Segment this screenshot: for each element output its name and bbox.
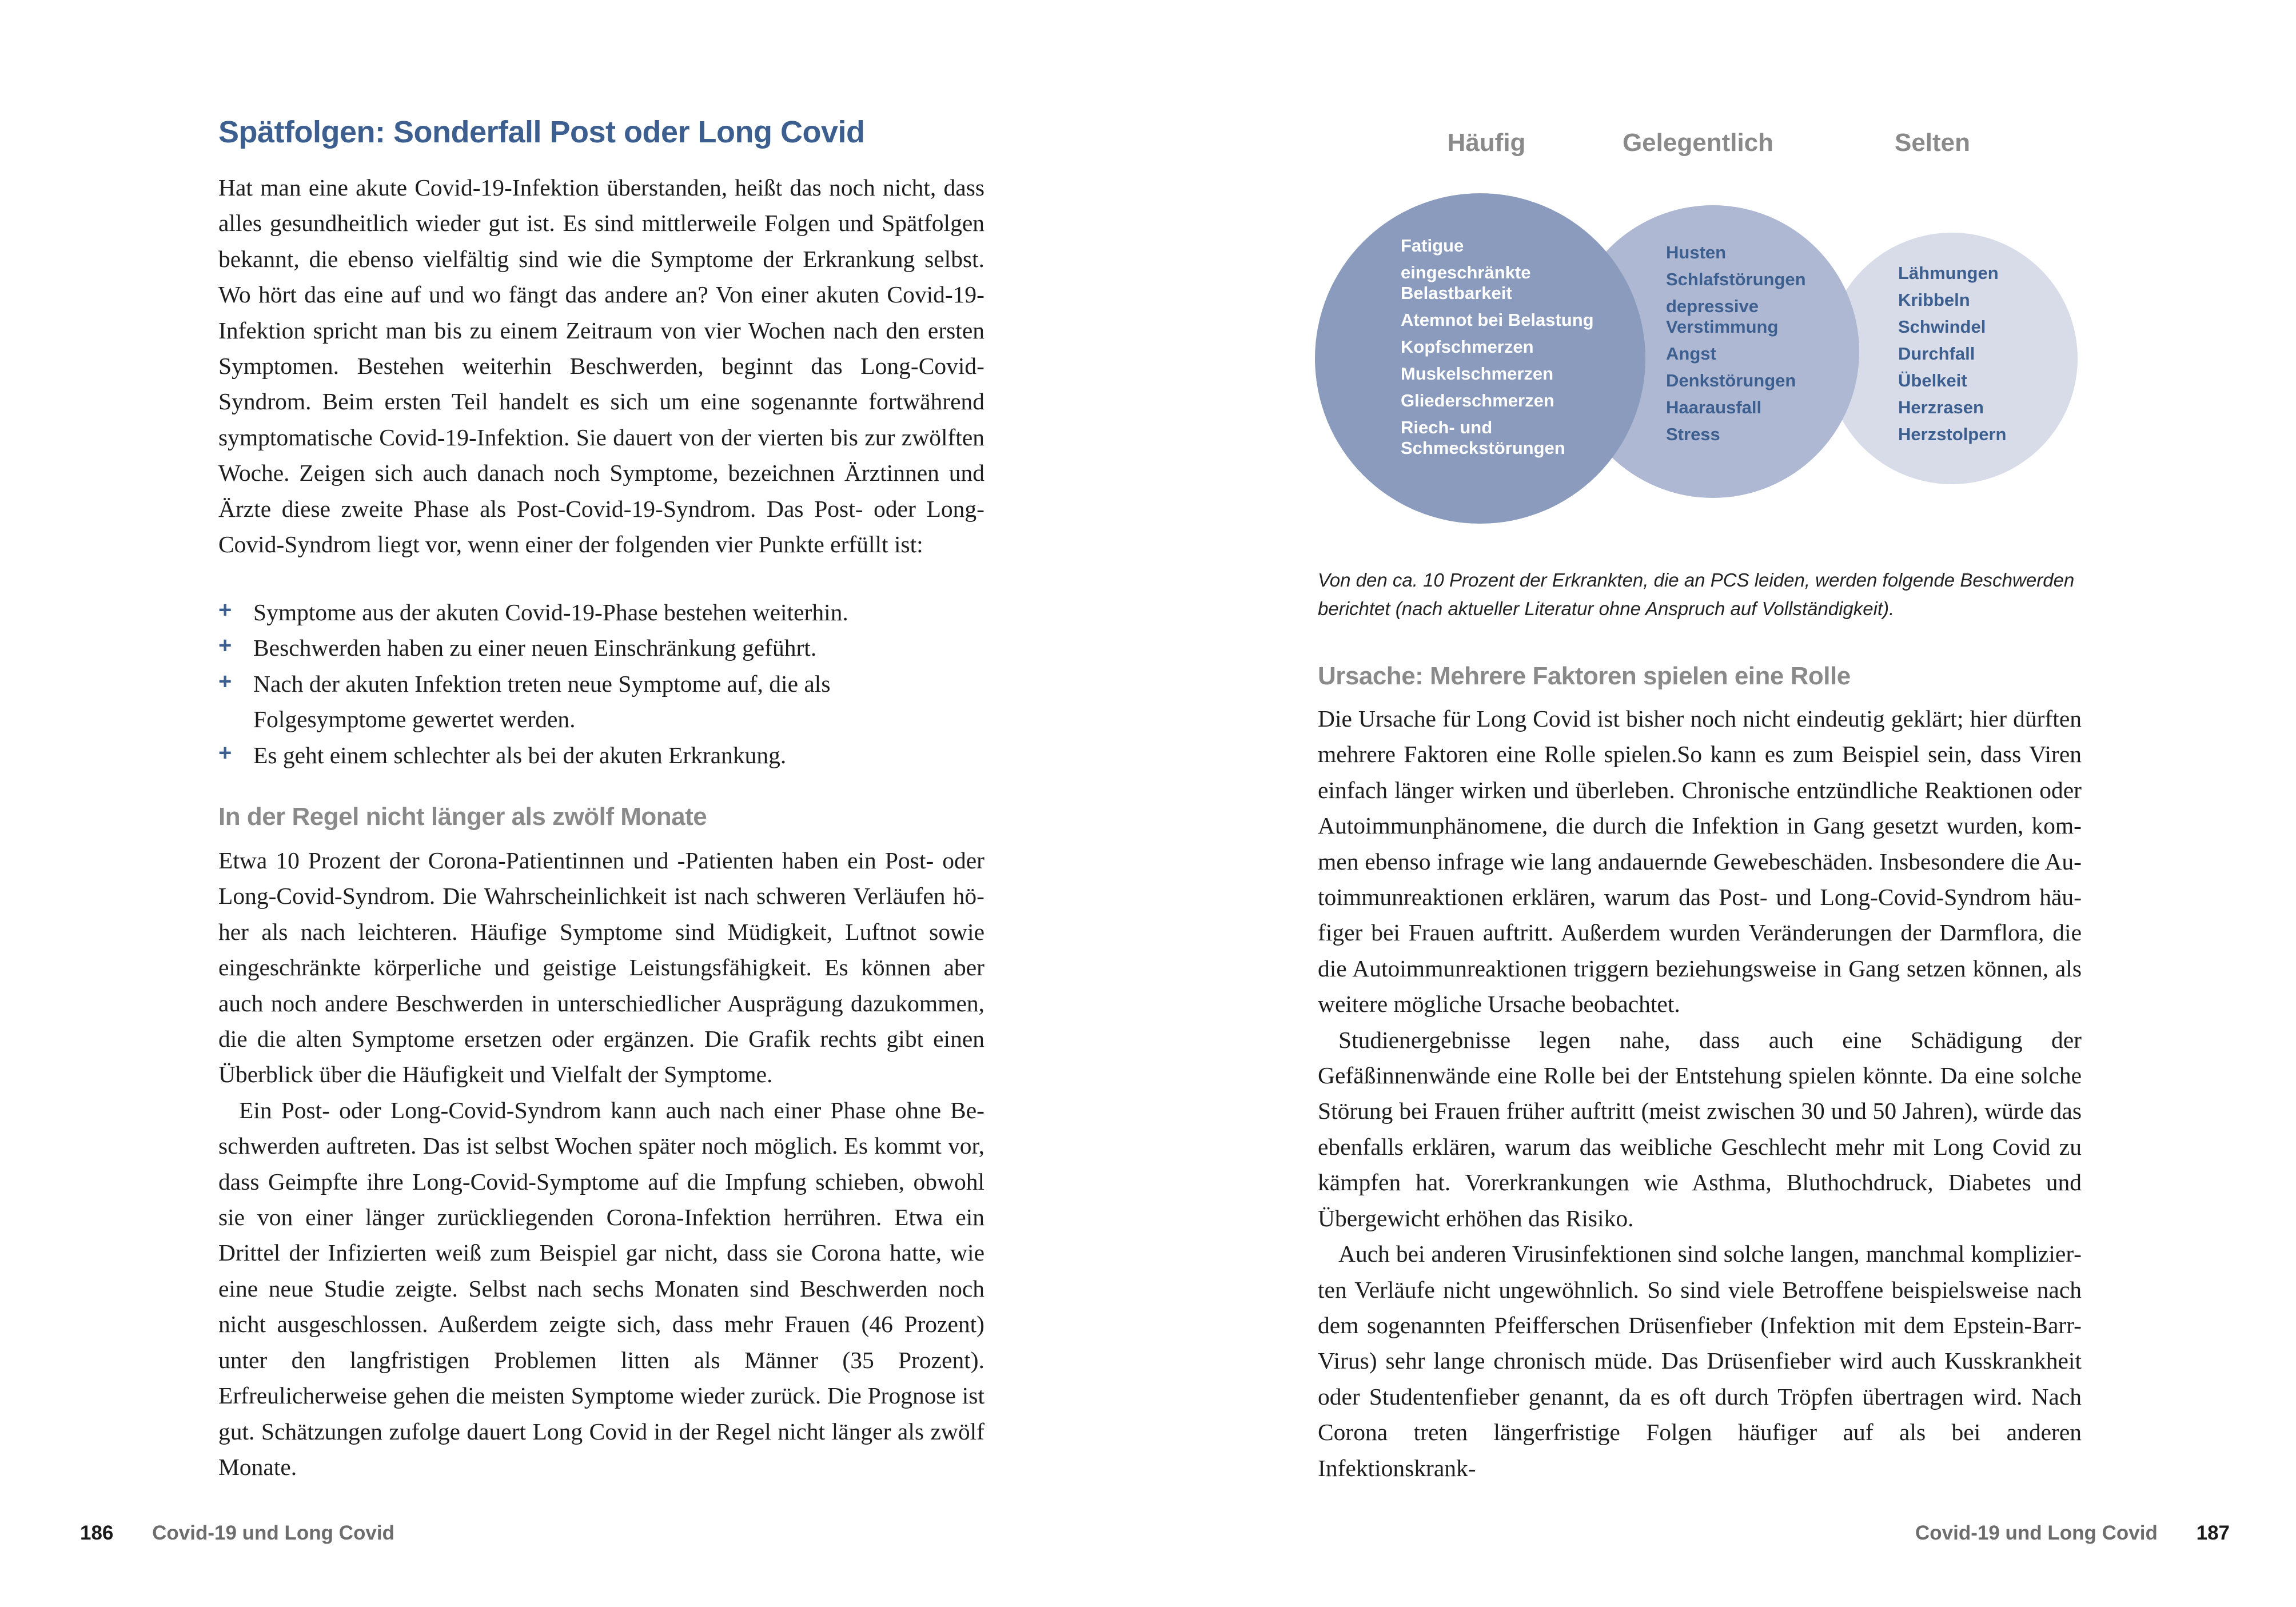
criteria-item: + Nach der akuten Infektion treten neue Symptome auf, die als Folgesymptome gewertet werden. xyxy=(218,666,984,737)
column-heading-occasional: Gelegentlich xyxy=(1622,129,1774,157)
symptom-item: Atemnot bei Belastung xyxy=(1401,310,1594,330)
symptom-item: Muskelschmerzen xyxy=(1401,364,1554,384)
symptom-item: Fatigue xyxy=(1401,236,1464,256)
section-subheading: Ursache: Mehrere Faktoren spielen eine Rolle xyxy=(1318,662,1851,690)
plus-icon: + xyxy=(218,597,232,623)
symptom-item: Kribbeln xyxy=(1898,290,1970,310)
symptom-item: Haarausfall xyxy=(1666,397,1762,417)
section-subheading: In der Regel nicht länger als zwölf Monate xyxy=(218,803,707,831)
body-paragraph: Die Ursache für Long Covid ist bisher noch nicht eindeutig geklärt; hier dürften mehrere Faktoren eine Rolle spielen.So kann es zum Beispiel sein, dass Viren einfach länger wirken und überleben. Chronische entzündliche Reaktionen oder Autoimmunphänomene, die durch die Infektion in Gang gesetzt wurden, kommen ebenso infrage wie lang andauernde Gewebeschäden. Insbesondere die Autoimmunreaktionen erklären, warum das Post- und Long-Covid-Syndrom häufiger bei Frauen auftritt. Außerdem wurden Veränderungen der Darmflora, die die Autoimmunreaktionen triggern beziehungsweise in Gang setzen können, als weitere mögliche Ursache beobachtet. Studienergebnisse legen nahe, dass auch eine Schädigung der Gefäßinnenwände eine Rolle bei der Entstehung spielen könnte. Da eine solche Störung bei Frauen früher auftritt (meist zwischen 30 und 50 Jahren), würde das ebenfalls erklären, warum das weibliche Geschlecht mehr mit Long Covid zu kämpfen hat. Vorerkrankungen wie Asthma, Bluthochdruck, Diabetes und Übergewicht erhöhen das Risiko. Auch bei anderen Virusinfektionen sind solche langen, manchmal komplizierten Verläufe nicht ungewöhnlich. So sind viele Betroffene beispielsweise nach dem sogenannten Pfeifferschen Drüsenfieber (Infektion mit dem Epstein-Barr-Virus) sehr lange chronisch müde. Das Drüsenfieber wird auch Kusskrankheit oder Studentenfieber genannt, da es oft durch Tröpfen übertragen wird. Nach Corona treten längerfristige Folgen häufiger auf als bei anderen Infektionskrank- xyxy=(1318,705,2082,1481)
diagram-caption: Von den ca. 10 Prozent der Erkrankten, die an PCS leiden, werden folgende Beschwerden berichtet (nach aktueller Literatur ohne Anspruch auf Vollständigkeit). xyxy=(1318,569,2075,619)
column-heading-frequent: Häufig xyxy=(1447,129,1526,157)
symptom-item: Stress xyxy=(1666,424,1720,444)
rare-symptom-list xyxy=(1898,263,2047,451)
symptom-item: Kopfschmerzen xyxy=(1401,337,1534,357)
body-paragraph: Etwa 10 Prozent der Corona-Patientinnen und -Patienten haben ein Post- oder Long-Covid-Syndrom. Die Wahrscheinlichkeit ist nach schweren Verläufen höher als nach leichteren. Häufige Symptome sind Müdigkeit, Luftnot sowie eingeschränkte körperliche und geistige Leistungsfähigkeit. Es können aber auch noch andere Beschwerden in unterschiedlicher Ausprägung dazukommen, die die alten Symptome ersetzen oder ergänzen. Die Grafik rechts gibt einen Überblick über die Häufigkeit und Vielfalt der Symptome. Ein Post- oder Long-Covid-Syndrom kann auch nach einer Phase ohne Beschwerden auftreten. Das ist selbst Wochen später noch möglich. Es kommt vor, dass Geimpfte ihre Long-Covid-Symptome auf die Impfung schieben, obwohl sie von einer länger zurückliegenden Corona-Infektion herrühren. Etwa ein Drittel der Infizierten weiß zum Beispiel gar nicht, dass sie Corona hatte, wie eine neue Studie zeigte. Selbst nach sechs Monaten sind Beschwerden noch nicht ausgeschlossen. Außerdem zeigte sich, dass mehr Frauen (46 Prozent) unter den langfristigen Problemen litten als Männer (35 Prozent). Erfreulicherweise gehen die meisten Symptome wieder zurück. Die Prognose ist gut. Schätzungen zufolge dauert Long Covid in der Regel nicht länger als zwölf Monate. xyxy=(218,847,984,1480)
intro-paragraph: Hat man eine akute Covid-19-Infektion überstanden, heißt das noch nicht, dass alles gesundheitlich wieder gut ist. Es sind mittlerweile Folgen und Spätfolgen bekannt, die ebenso vielfältig sind wie die Symptome der Erkrankung selbst. Wo hört das eine auf und wo fängt das andere an? Von einer akuten Covid-19-Infektion spricht man bis zu einem Zeitraum von vier Wochen nach den ersten Symptomen. Bestehen weiterhin Beschwerden, beginnt das Long-Covid-Syndrom. Beim ersten Teil handelt es sich um eine sogenannte fortwährend symptomatische Covid-19-Infektion. Sie dauert von der vierten bis zur zwölften Woche. Zeigen sich auch danach noch Symptome, bezeichnen Ärztinnen und Ärzte diese zweite Phase als Post-Covid-19-Syndrom. Das Post- oder Long-Covid-Syndrom liegt vor, wenn einer der folgenden vier Punkte erfüllt ist: xyxy=(218,174,984,558)
criteria-list xyxy=(218,595,984,773)
symptom-item: depressive Verstimmung xyxy=(1666,296,1779,337)
symptom-item: eingeschränkte Belastbarkeit xyxy=(1401,262,1531,303)
symptom-item: Angst xyxy=(1666,344,1716,364)
chapter-title: Spätfolgen: Sonderfall Post oder Long Covid xyxy=(218,115,865,149)
page-footer xyxy=(80,1522,394,1545)
running-title: Covid-19 und Long Covid xyxy=(152,1522,395,1544)
symptom-item: Übelkeit xyxy=(1898,370,1967,390)
symptom-item: Durchfall xyxy=(1898,344,1975,364)
plus-icon: + xyxy=(218,740,232,765)
frequent-symptom-list xyxy=(1401,236,1607,465)
symptom-item: Herzrasen xyxy=(1898,397,1984,417)
occasional-symptom-list xyxy=(1666,242,1837,451)
symptom-item: Schlafstörungen xyxy=(1666,269,1806,289)
plus-icon: + xyxy=(218,633,232,659)
page-number: 186 xyxy=(80,1522,114,1544)
column-heading-rare: Selten xyxy=(1894,129,1971,157)
symptom-item: Denkstörungen xyxy=(1666,370,1796,390)
criteria-item: + Beschwerden haben zu einer neuen Einschränkung geführt. xyxy=(218,630,984,665)
symptom-item: Riech- und Schmeckstörungen xyxy=(1401,417,1565,458)
running-title: Covid-19 und Long Covid xyxy=(1915,1522,2158,1544)
page-footer xyxy=(1915,1522,2230,1545)
symptom-item: Gliederschmerzen xyxy=(1401,390,1554,410)
symptom-frequency-diagram xyxy=(1286,114,2115,549)
plus-icon: + xyxy=(218,668,232,694)
page-number: 187 xyxy=(2196,1522,2230,1544)
symptom-item: Herzstolpern xyxy=(1898,424,2007,444)
symptom-item: Husten xyxy=(1666,242,1727,262)
criteria-item: + Symptome aus der akuten Covid-19-Phase bestehen weiterhin. xyxy=(218,595,984,630)
symptom-item: Schwindel xyxy=(1898,317,1986,337)
symptom-item: Lähmungen xyxy=(1898,263,1999,283)
criteria-item: + Es geht einem schlechter als bei der akuten Erkrankung. xyxy=(218,737,984,773)
